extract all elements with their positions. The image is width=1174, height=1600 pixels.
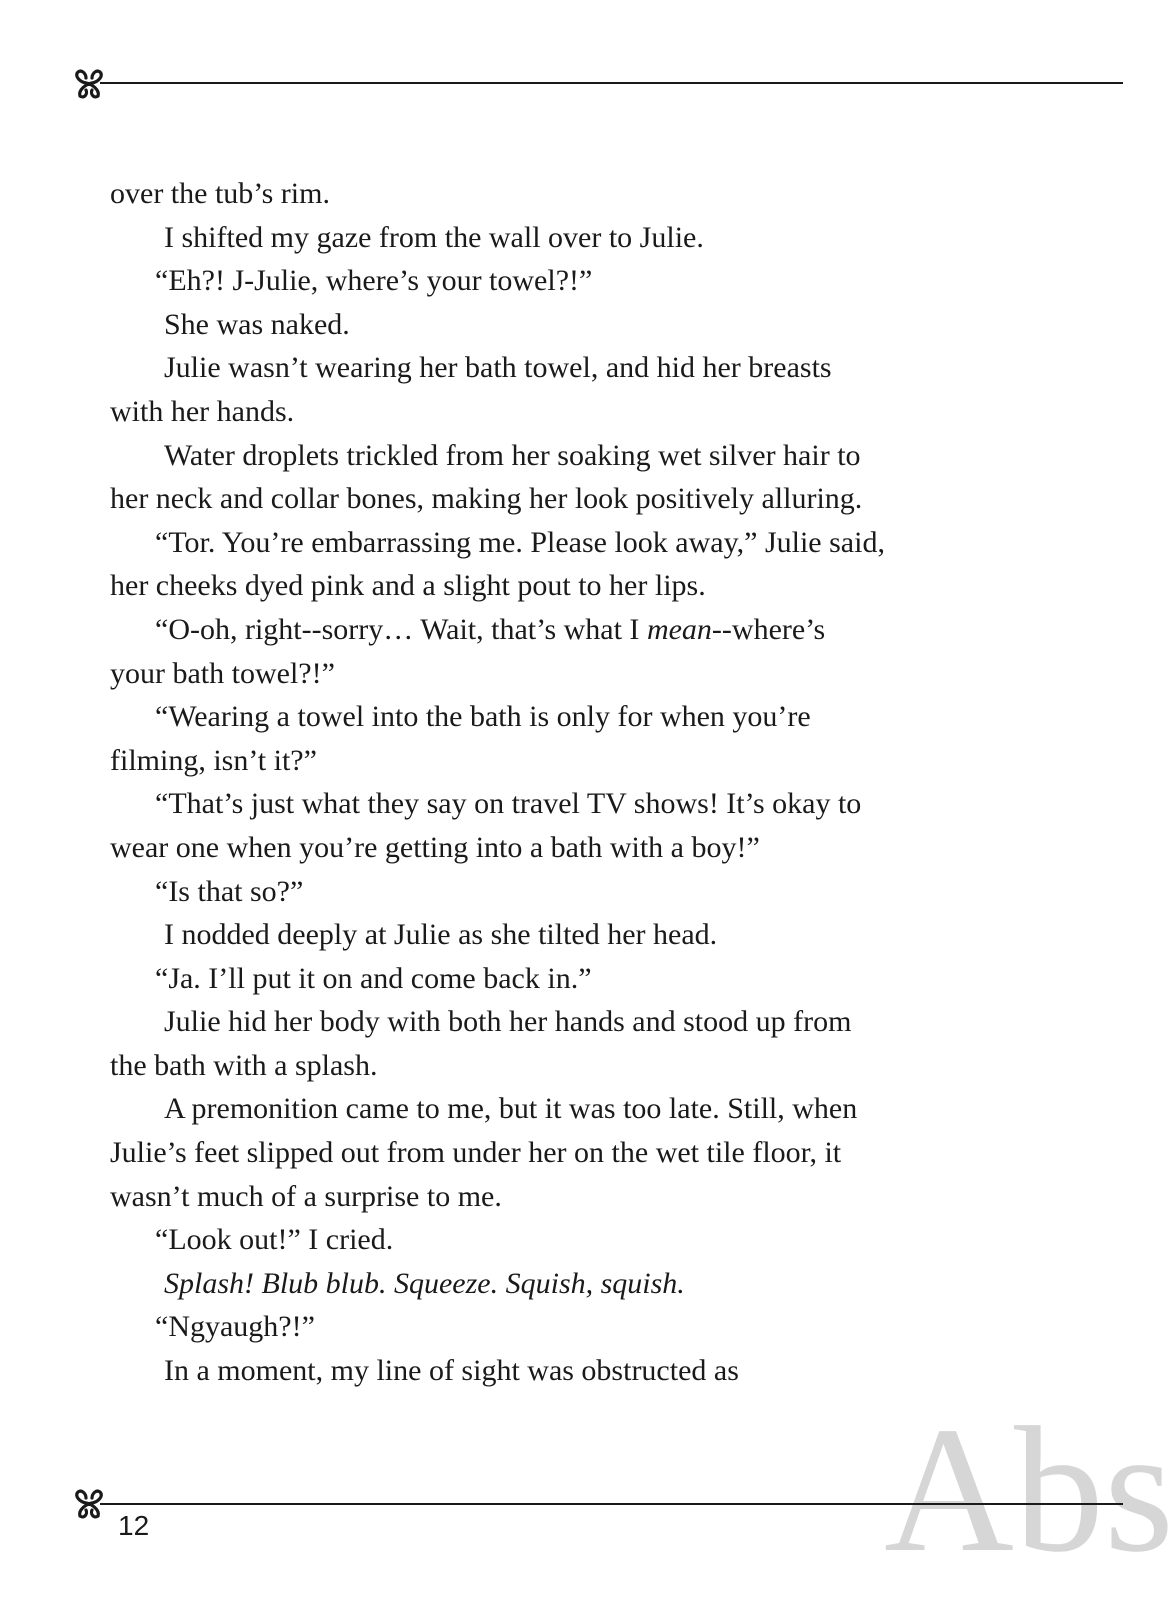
text-line: your bath towel?!”	[110, 656, 335, 690]
text-line: wasn’t much of a surprise to me.	[110, 1179, 502, 1213]
text-line: Julie’s feet slipped out from under her on the wet tile floor, it	[110, 1136, 842, 1170]
header-rule	[100, 82, 1123, 84]
text-line: “Tor. You’re embarrassing me. Please look away,” Julie said,	[155, 525, 885, 559]
text-line: Julie hid her body with both her hands and stood up from	[164, 1005, 852, 1039]
text-line: “Eh?! J-Julie, where’s your towel?!”	[155, 264, 593, 298]
text-line: “Wearing a towel into the bath is only for when you’re	[155, 700, 811, 734]
page-number: 12	[118, 1510, 150, 1541]
footer-rule	[100, 1503, 1123, 1505]
text-line: her neck and collar bones, making her look positively alluring.	[110, 482, 863, 516]
text-line: over the tub’s rim.	[110, 177, 330, 210]
text-line	[110, 608, 1010, 652]
sound-effect-line: Splash! Blub blub. Squeeze. Squish, squish.	[164, 1266, 685, 1300]
text-line: A premonition came to me, but it was too late. Still, when	[164, 1092, 858, 1126]
text-line: her cheeks dyed pink and a slight pout to her lips.	[110, 569, 706, 603]
watermark-text: Abs	[884, 1390, 1174, 1589]
text-line: “That’s just what they say on travel TV shows! It’s okay to	[155, 787, 862, 821]
emphasis-text: mean	[646, 612, 712, 646]
text-line: with her hands.	[110, 394, 295, 428]
text-line: “Ngyaugh?!”	[155, 1310, 315, 1344]
text-line: filming, isn’t it?”	[110, 743, 317, 777]
text-line: wear one when you’re getting into a bath with a boy!”	[110, 830, 760, 864]
watermark	[884, 1390, 1174, 1600]
text-segment: “O-oh, right--sorry… Wait, that’s what I	[155, 612, 647, 646]
text-line: In a moment, my line of sight was obstructed as	[164, 1354, 739, 1388]
text-line: I shifted my gaze from the wall over to Julie.	[164, 220, 704, 254]
body-text	[110, 172, 1010, 1393]
text-line: Water droplets trickled from her soaking wet silver hair to	[164, 438, 861, 472]
text-line: the bath with a splash.	[110, 1048, 378, 1082]
text-line: She was naked.	[164, 307, 350, 341]
text-line: Julie wasn’t wearing her bath towel, and hid her breasts	[164, 351, 832, 385]
text-line: “Is that so?”	[155, 874, 304, 908]
text-line: “Ja. I’ll put it on and come back in.”	[155, 961, 592, 995]
text-line: I nodded deeply at Julie as she tilted her head.	[164, 918, 718, 952]
text-segment: --where’s	[711, 612, 826, 646]
text-line: “Look out!” I cried.	[155, 1223, 394, 1257]
